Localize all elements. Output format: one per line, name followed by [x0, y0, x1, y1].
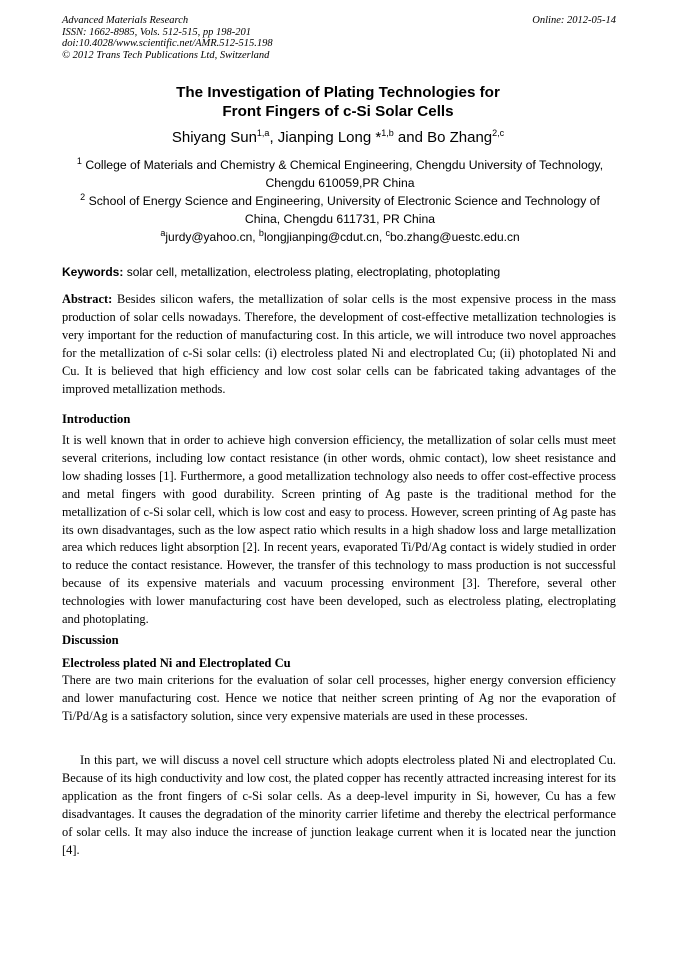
email-a-marker: a	[160, 228, 166, 238]
email-a: jurdy@yahoo.cn,	[165, 230, 259, 244]
email-b: longjianping@cdut.cn,	[263, 230, 386, 244]
affiliation-2	[62, 192, 618, 228]
introduction-heading: Introduction	[62, 412, 131, 426]
author-2: Jianping Long *	[277, 129, 382, 146]
copyright-line: © 2012 Trans Tech Publications Ltd, Switzerland	[62, 49, 270, 61]
title-line-1: The Investigation of Plating Technologies for	[176, 84, 500, 101]
keywords-text: solar cell, metallization, electroless plating, electroplating, photoplating	[123, 265, 501, 279]
author-3-affil: 2,c	[492, 128, 505, 138]
keywords-label: Keywords:	[62, 265, 124, 279]
author-1: Shiyang Sun	[171, 129, 257, 146]
affiliation-1-number: 1	[76, 155, 82, 166]
author-list	[60, 128, 616, 148]
abstract	[62, 291, 616, 398]
author-emails	[62, 229, 618, 245]
issn-line: ISSN: 1662-8985, Vols. 512-515, pp 198-201	[62, 26, 251, 38]
introduction-paragraph: It is well known that in order to achieve high conversion efficiency, the metallization of solar cells must meet several criterions, including low contact resistance (in other words, ohmic contact), low sheet resistance and low shading losses [1]. Furthermore, a good metallization technology also needs to offer cost-effective process and metal fingers with good durability. Screen printing of Ag paste is the traditional method for the metallization of c-Si solar cell, which is low cost and easy to process. However, screen printing of Ag paste has its own disadvantages, such as the low aspect ratio which results in a high shadow loss and large metallization area which reduces light absorption [2]. In recent years, evaporated Ti/Pd/Ag contact is widely studied in order to reduce the contact resistance. However, the transfer of this technology to mass production is not successful because of its expensive materials and vacuum processing environment [3]. Therefore, several other technologies with lower manufacturing cost have been developed, such as electroless plating, electroplating and photoplating.	[62, 433, 616, 627]
author-2-affil: 1,b	[381, 128, 394, 138]
abstract-label: Abstract:	[62, 292, 113, 306]
journal-name: Advanced Materials Research	[62, 15, 189, 26]
affiliation-2-number: 2	[80, 191, 86, 202]
online-date: Online: 2012-05-14	[532, 15, 616, 26]
title-line-2: Front Fingers of c-Si Solar Cells	[222, 102, 454, 120]
email-c: bo.zhang@uestc.edu.cn	[390, 230, 520, 244]
email-b-marker: b	[258, 228, 264, 238]
keywords	[62, 264, 618, 280]
affiliation-2-text: School of Energy Science and Engineering, University of Electronic Science and Technology of China, Chengdu 611731, PR China	[88, 194, 600, 226]
discussion-paragraph-2: In this part, we will discuss a novel cell structure which adopts electroless plated Ni and electroplated Cu. Because of its high conductivity and low cost, the plated copper has recently attracted increasing interest for its application as the front fingers of c-Si solar cells. As a deep-level impurity in Si, however, Cu has a few disadvantages. It causes the degradation of the minority carrier lifetime and thereby the electrical performance of solar cells. It may also induce the increase of junction leakage current when it is located near the junction [4].	[62, 753, 616, 857]
discussion-subheading: Electroless plated Ni and Electroplated Cu	[62, 656, 291, 670]
discussion-paragraph-1: There are two main criterions for the evaluation of solar cell processes, higher energy conversion efficiency and lower manufacturing cost. Hence we notice that neither screen printing of Ag nor the evaporation of Ti/Pd/Ag is a satisfactory solution, since very expensive materials are used in these processes.	[62, 673, 616, 723]
abstract-text: Besides silicon wafers, the metallization of solar cells is the most expensive process in the mass production of solar cells nowadays. Therefore, the development of cost-effective metallization technologies is very important for the reduction of manufacturing cost. In this article, we will introduce two novel approaches for the metallization of c-Si solar cells: (i) electroless plated Ni and electroplated Cu; (ii) photoplated Ni and Cu. It is believed that high efficiency and low cost solar cells can be fabricated taking advantages of the improved metallization methods.	[62, 292, 616, 396]
author-3: Bo Zhang	[427, 129, 493, 146]
affiliation-1-text: College of Materials and Chemistry & Chemical Engineering, Chengdu University of Technology, Chengdu 610059,PR China	[85, 158, 604, 190]
affiliation-1	[62, 156, 618, 192]
author-separator: ,	[269, 129, 278, 146]
doi-line: doi:10.4028/www.scientific.net/AMR.512-515.198	[62, 38, 273, 50]
paper-title	[60, 84, 616, 121]
journal-header	[62, 15, 618, 61]
author-separator: and	[393, 129, 428, 146]
discussion-heading: Discussion	[62, 633, 119, 647]
email-c-marker: c	[385, 228, 391, 238]
author-1-affil: 1,a	[256, 128, 270, 138]
